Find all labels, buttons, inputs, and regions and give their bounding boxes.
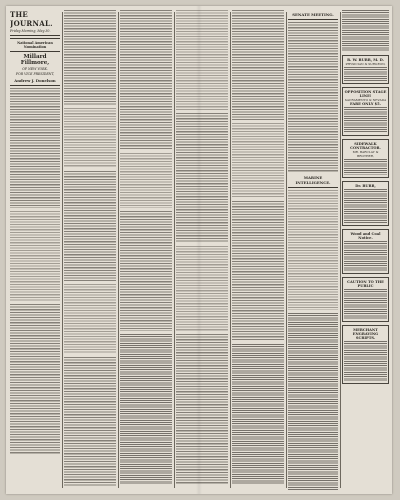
ad-burr: [342, 55, 389, 84]
column-5: [232, 10, 284, 490]
vice-president-label: FOR VICE PRESIDENT,: [15, 71, 55, 76]
column-rule: [118, 12, 119, 488]
article-text: [232, 344, 284, 484]
article-text: [64, 284, 116, 354]
vice-candidate-name: Andrew J. Donelson: [14, 77, 56, 83]
column-rule: [174, 12, 175, 488]
ad-title: CAUTION TO THE PUBLIC: [347, 280, 384, 288]
article-text: [176, 334, 228, 484]
ad-title: Wood and Coal Notice.: [350, 232, 381, 240]
ad-title: Dr. BURR,: [355, 184, 376, 188]
column-rule: [230, 12, 231, 488]
article-text: [232, 201, 284, 341]
article-text: [288, 190, 338, 310]
rule: [10, 35, 60, 39]
rule: [288, 187, 338, 188]
rule: [288, 19, 338, 20]
ad-text: [344, 241, 387, 271]
ad-caution: [342, 277, 389, 322]
ad-title: R. W. BURR, M. D.: [347, 58, 384, 62]
column-rule: [340, 12, 341, 488]
masthead-dateline: Friday Morning, May 30.: [10, 29, 51, 33]
ad-text: [344, 289, 387, 319]
article-text: [288, 22, 338, 172]
article-text: [10, 88, 60, 208]
article-text: [64, 108, 116, 168]
ad-title: SIDEWALK CONTRACTOR.: [350, 142, 381, 150]
rule: [10, 51, 60, 52]
nomination-heading: National American Nomination: [17, 40, 53, 49]
ad-stage-line: [342, 87, 389, 136]
senate-heading: SENATE MEETING.: [292, 12, 334, 17]
article-text: [64, 357, 116, 487]
column-4: [176, 10, 228, 490]
article-text: [288, 313, 338, 490]
column-7-advertisements: [342, 10, 389, 490]
masthead-title: THE JOURNAL.: [10, 10, 53, 28]
ad-text: [344, 67, 387, 81]
ad-title: MERCHANT ENGRAVING SCRIPTS.: [352, 328, 379, 340]
article-text: [120, 10, 172, 150]
ad-engraving: [342, 325, 389, 384]
rule: [10, 85, 60, 86]
article-text: [64, 10, 116, 105]
ad-subtitle: MR. BARCLAY & BROTHER,: [352, 150, 379, 158]
ad-title: OPPOSITION STAGE LINE!: [344, 90, 387, 98]
article-text: [232, 10, 284, 120]
candidate-name: Millard Fillmore,: [20, 53, 50, 66]
ad-subtitle: SACRAMENTO & NEVADA: [344, 98, 387, 102]
article-text: [10, 304, 60, 454]
column-6: [288, 10, 338, 490]
article-text: [176, 246, 228, 331]
ad-subtitle: PHYSICIAN & SURGEON,: [345, 62, 386, 66]
article-text: [232, 123, 284, 198]
column-rule: [286, 12, 287, 488]
newspaper-page: [6, 6, 392, 494]
ad-text: [344, 159, 387, 175]
marine-heading: MARINE INTELLIGENCE.: [295, 175, 331, 185]
candidate-state: OF NEW YORK.: [22, 66, 48, 71]
ad-text: [344, 341, 387, 381]
article-text: [10, 211, 60, 301]
article-text: [176, 10, 228, 110]
article-text: [120, 334, 172, 484]
column-2: [64, 10, 116, 490]
ad-fare: FARE ONLY $5.: [350, 102, 381, 106]
article-text: [64, 171, 116, 281]
column-1: [10, 10, 60, 490]
ad-text: [344, 107, 387, 133]
article-text: [120, 153, 172, 208]
ad-text: [342, 10, 389, 52]
ad-wood-coal: [342, 229, 389, 274]
article-text: [120, 211, 172, 331]
article-text: [176, 113, 228, 243]
column-rule: [62, 12, 63, 488]
column-3: [120, 10, 172, 490]
ad-text: [344, 189, 387, 223]
ad-sidewalk: [342, 139, 389, 178]
ad-dr-burr: [342, 181, 389, 226]
